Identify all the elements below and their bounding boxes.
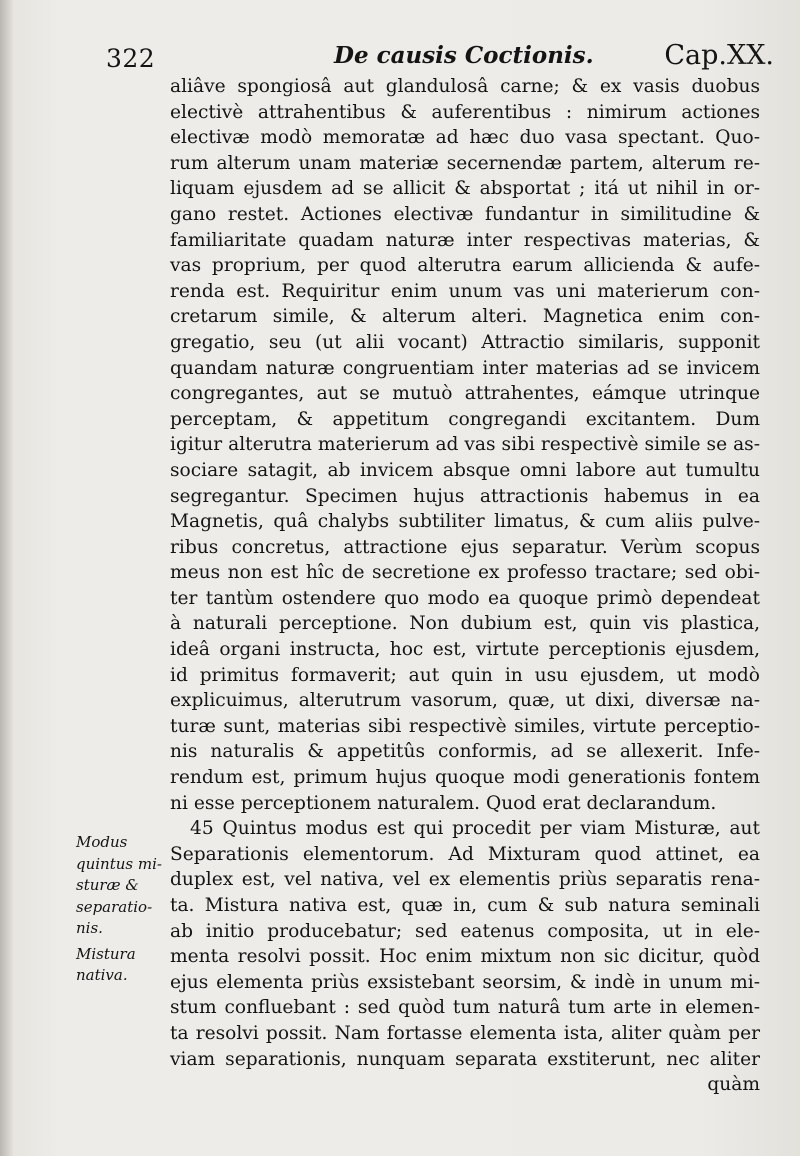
- text-line: Magnetis, quâ chalybs subtiliter limatus, & cum aliis pulve-: [170, 511, 760, 533]
- text-line: renda est. Requiritur enim unum vas uni materierum con-: [170, 280, 760, 302]
- text-line: nis naturalis & appetitûs conformis, ad se allexerit. Infe-: [170, 741, 760, 763]
- text-line: ribus concretus, attractione ejus separatur. Verùm scopus: [170, 536, 760, 558]
- text-line: congregantes, aut se mutuò attrahentes, eámque utrinque: [170, 383, 760, 405]
- page-number: 322: [106, 44, 156, 73]
- text-line: meus non est hîc de secretione ex professo tractare; sed obi-: [170, 562, 760, 584]
- text-line: viam separationis, nunquam separata exstiterunt, nec aliter: [170, 1048, 760, 1070]
- text-line: Separationis elementorum. Ad Mixturam quod attinet, ea: [170, 843, 760, 865]
- margin-note-line: Modus: [76, 833, 128, 851]
- text-line: sociare satagit, ab invicem absque omni labore aut tumultu: [170, 459, 760, 481]
- text-line: aliâve spongiosâ aut glandulosâ carne; & ex vasis duobus: [170, 76, 760, 97]
- body-text: [170, 74, 760, 1098]
- text-line: gregatio, seu (ut alii vocant) Attractio similaris, supponit: [170, 331, 760, 353]
- text-line: id primitus formaverit; aut quin in usu ejusdem, ut modò: [170, 664, 760, 686]
- text-line: explicuimus, alterutrum vasorum, quæ, ut dixi, diversæ na-: [170, 690, 760, 712]
- text-line: ta. Mistura nativa est, quæ in, cum & sub natura seminali: [170, 895, 760, 916]
- text-line: electivæ modò memoratæ ad hæc duo vasa spectant. Quo-: [170, 127, 760, 149]
- margin-note-line: Mistura: [76, 944, 136, 963]
- text-line: ta resolvi possit. Nam fortasse elementa ista, aliter quàm per: [170, 1022, 760, 1044]
- text-line: rum alterum unam materiæ secernendæ partem, alterum re-: [170, 152, 760, 174]
- margin-note-line: nativa.: [76, 966, 128, 984]
- text-line: menta resolvi possit. Hoc enim mixtum non sic dicitur, quòd: [170, 946, 760, 968]
- text-line: 45 Quintus modus est qui procedit per viam Misturæ, aut: [190, 818, 760, 840]
- running-title: De causis Coctionis.: [334, 42, 594, 69]
- text-line: ter tantùm ostendere quo modo ea quoque primò dependeat: [170, 587, 760, 609]
- text-line: ideâ organi instructa, hoc est, virtute perceptionis ejusdem,: [170, 639, 760, 661]
- text-line: liquam ejusdem ad se allicit & absportat ; itá ut nihil in or-: [170, 178, 760, 200]
- text-line: segregantur. Specimen hujus attractionis habemus in ea: [170, 485, 760, 507]
- text-line: vas proprium, per quod alterutra earum allicienda & aufe-: [170, 255, 760, 277]
- margin-note-line: sturæ &: [76, 876, 139, 894]
- text-line: turæ sunt, materias sibi respectivè similes, virtute perceptio-: [170, 715, 760, 737]
- text-line: familiaritate quadam naturæ inter respectivas materias, &: [170, 229, 760, 251]
- text-line: stum confluebant : sed quòd tum naturâ tum arte in elemen-: [170, 997, 760, 1019]
- text-line: quandam naturæ congruentiam inter materias ad se invicem: [170, 357, 760, 379]
- margin-note-line: quintus mi-: [76, 854, 162, 873]
- text-line: rendum est, primum hujus quoque modi generationis fontem: [170, 767, 760, 789]
- text-line: ni esse perceptionem naturalem. Quod erat declarandum.: [170, 792, 717, 814]
- text-line: electivè attrahentibus & auferentibus : nimirum actiones: [170, 101, 760, 123]
- text-line: ejus elementa priùs exsistebant seorsim, & indè in unum mi-: [170, 971, 760, 993]
- text-line: à naturali perceptione. Non dubium est, quin vis plastica,: [170, 613, 760, 635]
- text-line: duplex est, vel nativa, vel ex elementis priùs separatis rena-: [170, 869, 760, 891]
- text-line: perceptam, & appetitum congregandi excitantem. Dum: [170, 408, 760, 430]
- margin-note-line: separatio-: [76, 897, 153, 916]
- text-line: igitur alterutra materierum ad vas sibi respectivè simile se as-: [170, 434, 760, 456]
- margin-note: [76, 832, 170, 987]
- text-line: ab initio producebatur; sed eatenus composita, ut in ele-: [170, 920, 760, 942]
- chapter-label: Cap.XX.: [664, 40, 774, 71]
- page-header: [106, 38, 774, 78]
- text-line: quàm: [707, 1074, 760, 1096]
- text-line: gano restet. Actiones electivæ fundantur in similitudine &: [170, 203, 760, 225]
- text-line: cretarum simile, & alterum alteri. Magnetica enim con-: [170, 306, 760, 328]
- margin-note-line: nis.: [76, 919, 103, 937]
